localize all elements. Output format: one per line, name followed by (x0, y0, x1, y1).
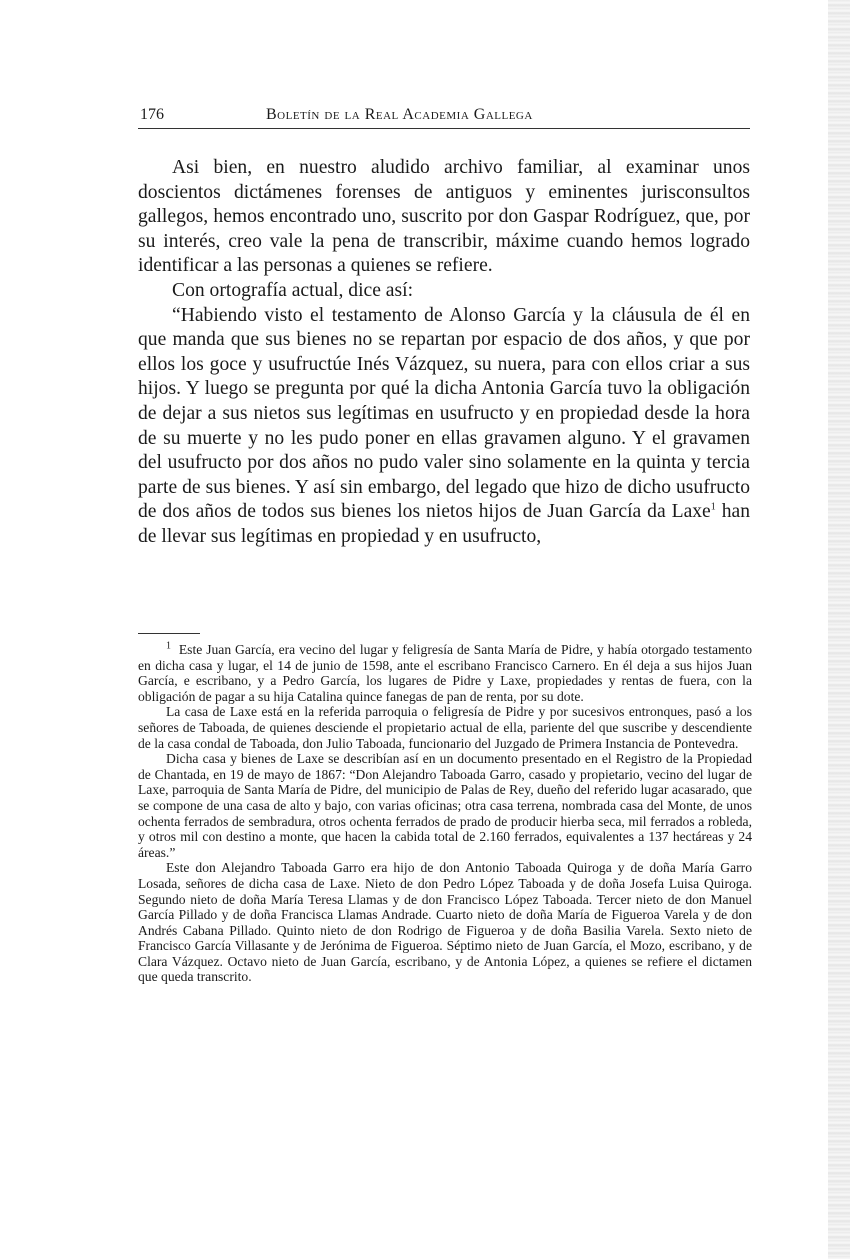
running-title: Boletín de la Real Academia Gallega (266, 106, 533, 123)
body-quote-paragraph (138, 304, 750, 550)
footnote-paragraph-2: La casa de Laxe está en la referida parroquia o feligresía de Pidre y por sucesivos entronques, pasó a los señores de Taboada, de quienes desciende el propietario actual de ella, pariente del que suscribe y descendiente de la casa condal de Taboada, don Julio Taboada, funcionario del Juzgado de Primera Instancia de Pontevedra. (138, 704, 752, 751)
body-paragraph-1: Asi bien, en nuestro aludido archivo familiar, al examinar unos doscientos dictámenes forenses de antiguos y eminentes jurisconsultos gallegos, hemos encontrado uno, suscrito por don Gaspar Rodríguez, que, por su interés, creo vale la pena de transcribir, máxime cuando hemos logrado identificar a las personas a quienes se refiere. (138, 157, 750, 277)
footnote-paragraph-4: Este don Alejandro Taboada Garro era hijo de don Antonio Taboada Quiroga y de doña María Garro Losada, señores de dicha casa de Laxe. Nieto de don Pedro López Taboada y de doña Josefa Luisa Quiroga. Segundo nieto de doña María Teresa Llamas y de don Francisco López Taboada. Tercer nieto de don Manuel García Pillado y de doña Francisca Llamas Andrade. Cuarto nieto de doña María de Figueroa Varela y de don Andrés Cabana Pillado. Quinto nieto de don Rodrigo de Figueroa y de doña Basilia Varela. Sexto nieto de Francisco García Villasante y de Jerónima de Figueroa. Séptimo nieto de Juan García, el Mozo, escribano, y de Clara Vázquez. Octavo nieto de Juan García, escribano, y de Antonia López, a quienes se refiere el dictamen que queda transcrito. (138, 860, 752, 985)
footnotes (138, 642, 752, 985)
footnote-reference: 1 (710, 501, 716, 513)
footnote-text-1: Este Juan García, era vecino del lugar y feligresía de Santa María de Pidre, y había otorgado testamento en dicha casa y lugar, el 14 de junio de 1598, ante el escribano Francisco Carnero. En él deja a sus hijos Juan García, e escribano, y a Pedro García, los lugares de Pidre y Laxe, propiedades y rentas de fuera, con la obligación de pagar a su hija Catalina quince fanegas de pan de renta, por su dote. (138, 642, 753, 704)
footnote-paragraph-3: Dicha casa y bienes de Laxe se describían así en un documento presentado en el Registro de la Propiedad de Chantada, en 19 de mayo de 1867: “Don Alejandro Taboada Garro, casado y propietario, vecino del lugar de Laxe, parroquia de Santa María de Pidre, del municipio de Palas de Rey, dueño del referido lugar acasarado, que se compone de una casa de alto y bajo, con varias oficinas; otra casa terrena, nombrada casa del Monte, de unos ochenta ferrados de sembradura, otros ochenta ferrados de prado de producir hierba seca, mil ferrados a robleda, y otros mil con destino a monte, que hacen la cabida total de 2.160 ferrados, equivalentes a 137 hectáreas y 24 áreas.” (138, 751, 752, 860)
quote-text-start: “Habiendo visto el testamento de Alonso García y la cláusula de él en que manda que sus bienes no se repartan por espacio de dos años, y que por ellos los goce y usufructúe Inés Vázquez, su nuera, para con ellos criar a sus hijos. Y luego se pregunta por qué la dicha Antonia García tuvo la obligación de dejar a sus nietos sus legítimas en usufructo y en propiedad desde la hora de su muerte y no les pudo poner en ellas gravamen alguno. Y el gravamen del usufructo por dos años no pudo valer sino solamente en la quinta y tercia parte de sus bienes. Y así sin embargo, del legado que hizo de dicho usufructo de dos años de todos sus bienes los nietos hijos de Juan García da Laxe (138, 304, 750, 523)
scan-edge (828, 0, 850, 1259)
page-header (138, 104, 750, 129)
body-text (138, 156, 750, 550)
page-number: 176 (140, 106, 164, 123)
body-paragraph-2: Con ortografía actual, dice así: (172, 279, 414, 301)
quote-text-end: han de llevar sus legítimas en propiedad y en usufructo, (138, 501, 750, 547)
footnote-divider (138, 633, 200, 634)
footnote-marker: 1 (166, 640, 171, 652)
footnote-paragraph-1 (138, 642, 752, 704)
